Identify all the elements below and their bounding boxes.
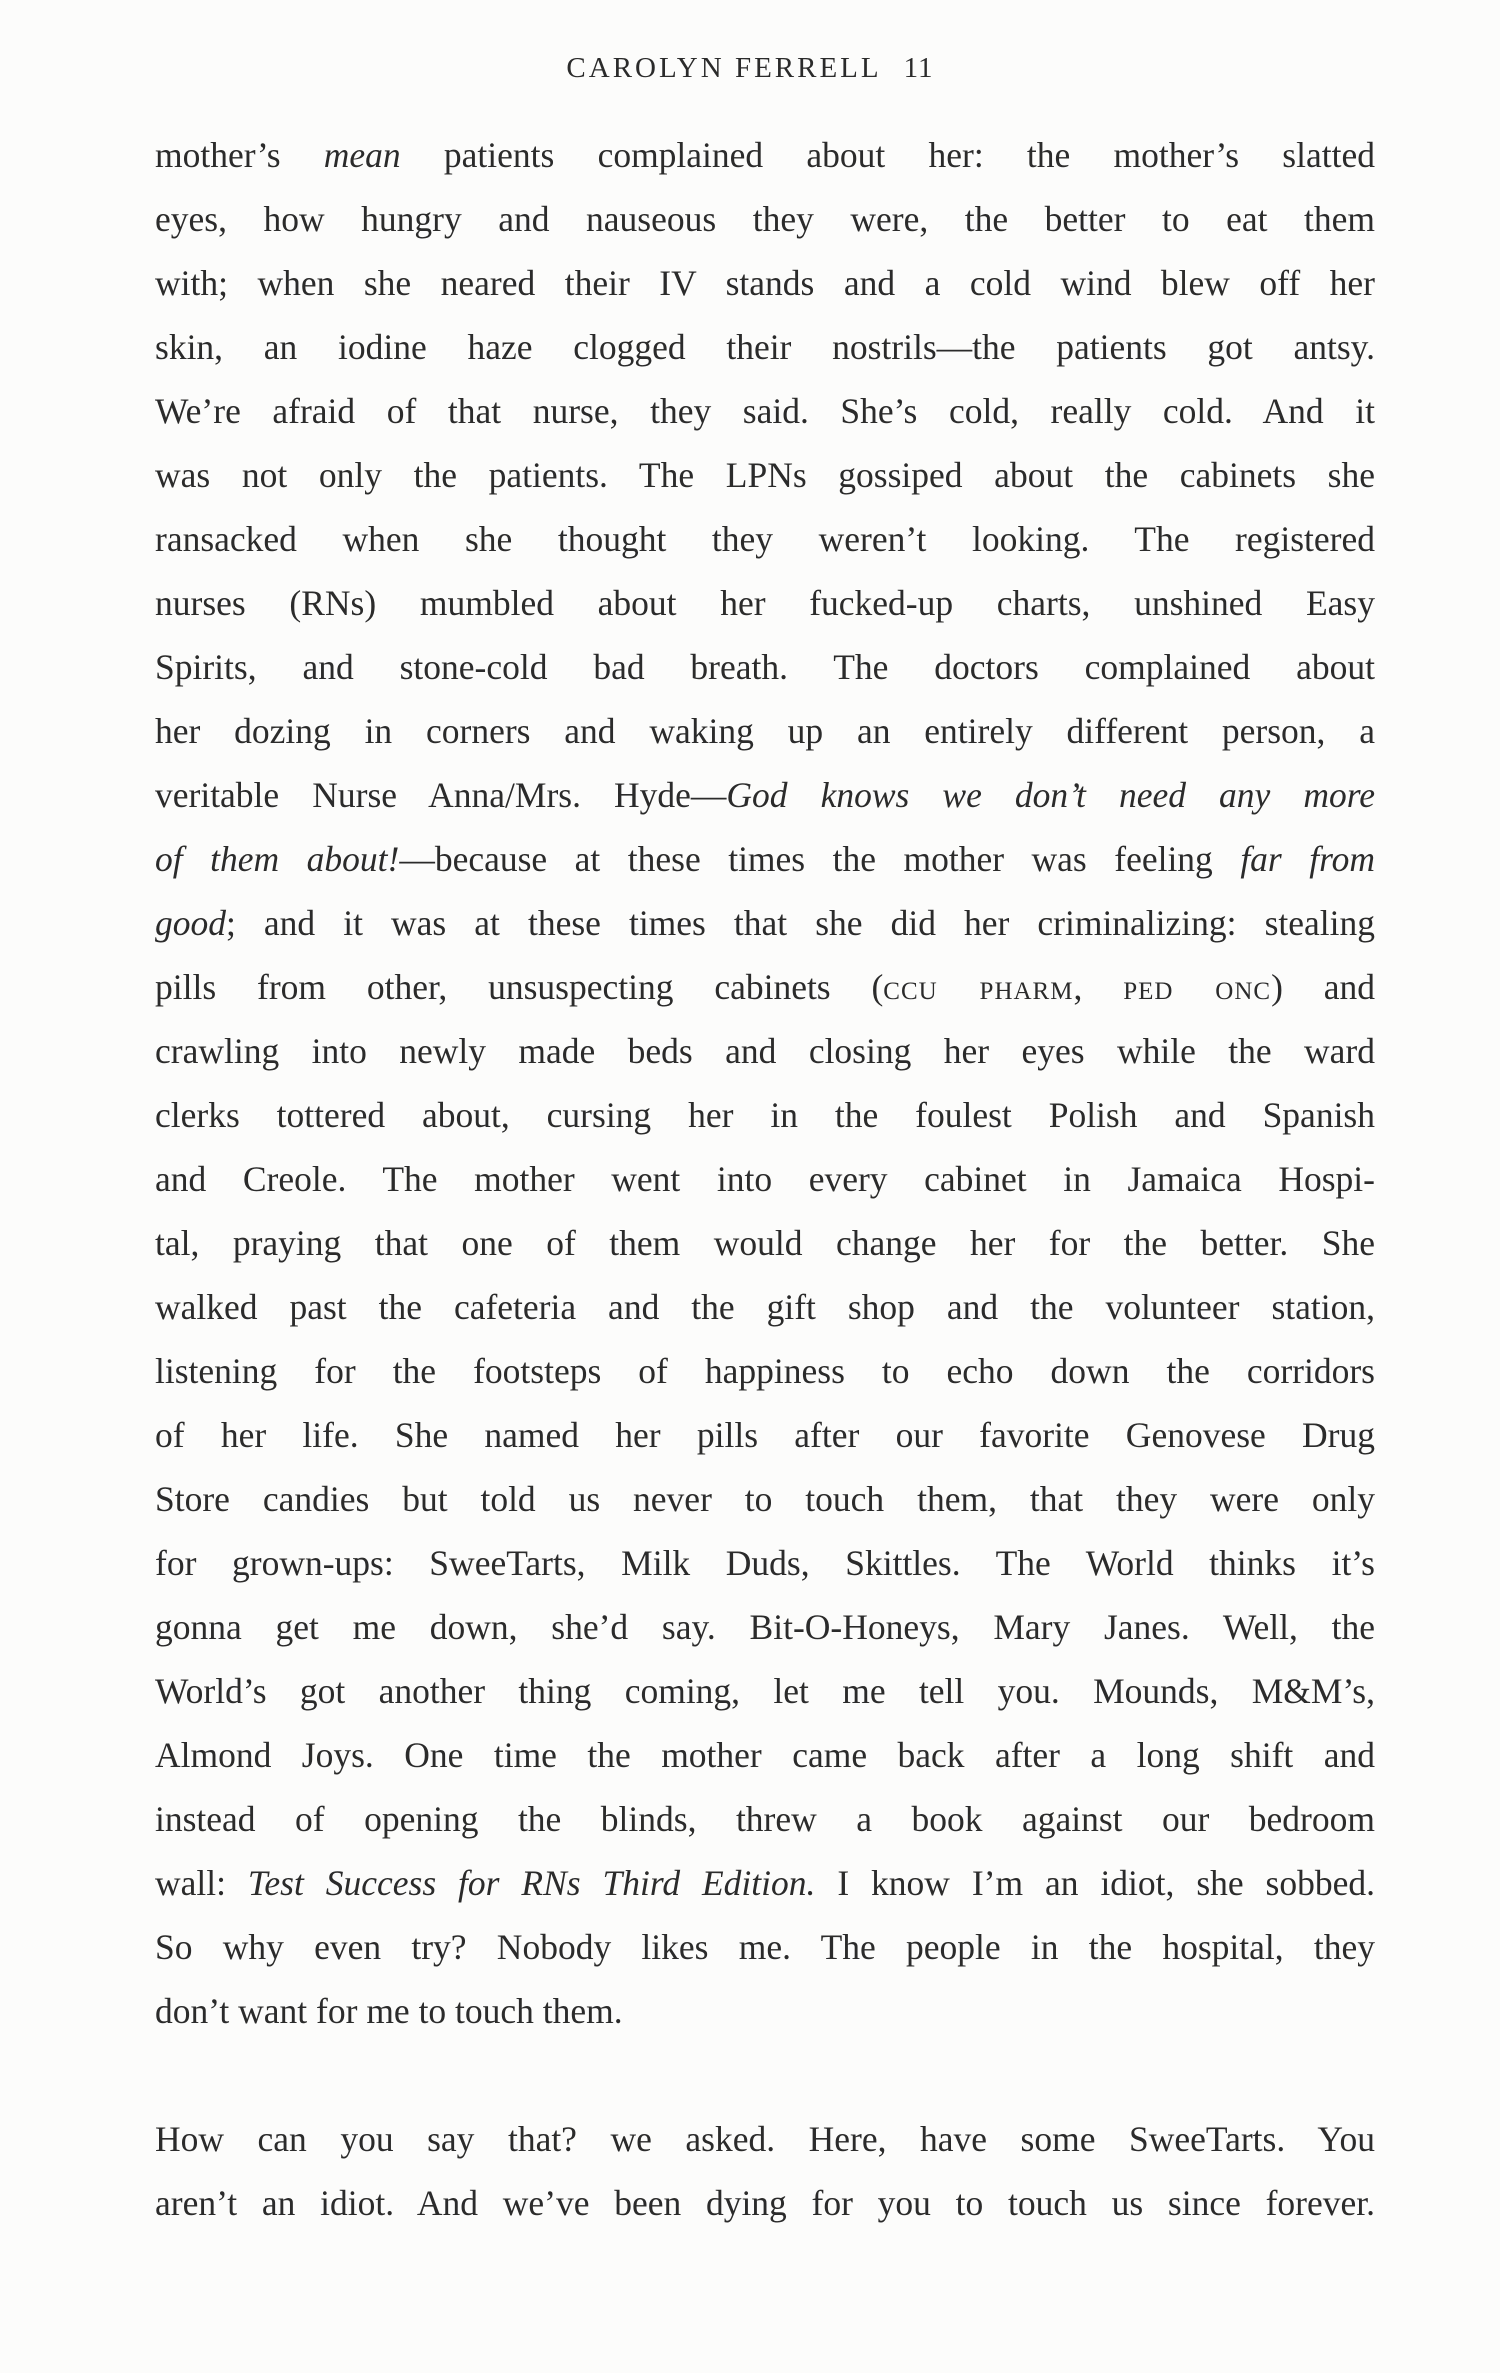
text-segment: skin, an iodine haze clogged their nostrils—the patients got antsy.	[155, 327, 1375, 367]
text-line	[155, 2107, 1375, 2171]
text-segment: of her life. She named her pills after our favorite Genovese Drug	[155, 1415, 1375, 1455]
italic-text: mean	[323, 135, 401, 175]
text-segment: World’s got another thing coming, let me tell you. Mounds, M&M’s,	[155, 1671, 1375, 1711]
text-line	[155, 507, 1375, 571]
italic-text: far from	[1240, 839, 1375, 879]
text-line	[155, 1851, 1375, 1915]
text-segment: Almond Joys. One time the mother came back after a long shift and	[155, 1735, 1375, 1775]
text-line	[155, 2171, 1375, 2235]
text-segment: listening for the footsteps of happiness to echo down the corridors	[155, 1351, 1375, 1391]
text-segment: patients complained about her: the mother’s slatted	[400, 135, 1375, 175]
text-segment: ) and	[1271, 967, 1376, 1007]
text-line	[155, 891, 1375, 955]
text-segment: her dozing in corners and waking up an entirely different person, a	[155, 711, 1375, 751]
text-segment: veritable Nurse Anna/Mrs. Hyde—	[155, 775, 727, 815]
text-segment: mother’s	[155, 135, 324, 175]
text-line	[155, 379, 1375, 443]
text-segment: ; and it was at these times that she did her criminalizing: stealing	[226, 903, 1375, 943]
text-segment: tal, praying that one of them would change her for the better. She	[155, 1223, 1375, 1263]
text-segment: Store candies but told us never to touch them, that they were only	[155, 1479, 1375, 1519]
text-line	[155, 1467, 1375, 1531]
text-line	[155, 1403, 1375, 1467]
text-line	[155, 763, 1375, 827]
text-line	[155, 123, 1375, 187]
text-segment: instead of opening the blinds, threw a book against our bedroom	[155, 1799, 1375, 1839]
text-segment: We’re afraid of that nurse, they said. She’s cold, really cold. And it	[155, 391, 1375, 431]
text-segment: So why even try? Nobody likes me. The people in the hospital, they	[155, 1927, 1375, 1967]
text-segment: nurses (RNs) mumbled about her fucked-up charts, unshined Easy	[155, 583, 1375, 623]
italic-text: good	[155, 903, 226, 943]
text-line	[155, 1211, 1375, 1275]
text-line	[155, 1915, 1375, 1979]
text-segment: Spirits, and stone-cold bad breath. The doctors complained about	[155, 647, 1375, 687]
text-line	[155, 827, 1375, 891]
text-line	[155, 1595, 1375, 1659]
text-segment: aren’t an idiot. And we’ve been dying for you to touch us since forever.	[155, 2183, 1375, 2223]
paragraph	[155, 123, 1375, 2043]
small-caps-text: ped onc	[1123, 967, 1272, 1007]
text-line	[155, 187, 1375, 251]
text-line	[155, 955, 1375, 1019]
text-segment: don’t want for me to touch them.	[155, 1991, 623, 2031]
text-line	[155, 1659, 1375, 1723]
text-line	[155, 1339, 1375, 1403]
text-line	[155, 1531, 1375, 1595]
text-segment: I know I’m an idiot, she sobbed.	[815, 1863, 1375, 1903]
italic-text: Test Success for RNs Third Edition.	[247, 1863, 816, 1903]
paragraph	[155, 2107, 1375, 2235]
page-number: 11	[903, 52, 934, 84]
text-segment: How can you say that? we asked. Here, have some SweeTarts. You	[155, 2119, 1375, 2159]
text-line	[155, 315, 1375, 379]
text-line	[155, 1147, 1375, 1211]
text-segment: eyes, how hungry and nauseous they were, the better to eat them	[155, 199, 1375, 239]
text-segment: crawling into newly made beds and closing her eyes while the ward	[155, 1031, 1375, 1071]
text-line	[155, 1019, 1375, 1083]
text-segment: wall:	[155, 1863, 248, 1903]
text-segment: ransacked when she thought they weren’t looking. The registered	[155, 519, 1375, 559]
running-header	[0, 48, 1500, 88]
text-segment: walked past the cafeteria and the gift shop and the volunteer station,	[155, 1287, 1375, 1327]
text-segment: was not only the patients. The LPNs gossiped about the cabinets she	[155, 455, 1375, 495]
text-line	[155, 635, 1375, 699]
text-line	[155, 1723, 1375, 1787]
text-line	[155, 571, 1375, 635]
text-segment: pills from other, unsuspecting cabinets (	[155, 967, 884, 1007]
small-caps-text: ccu pharm	[883, 967, 1074, 1007]
text-segment: with; when she neared their IV stands and a cold wind blew off her	[155, 263, 1375, 303]
text-segment: ,	[1073, 967, 1124, 1007]
text-segment: gonna get me down, she’d say. Bit-O-Honeys, Mary Janes. Well, the	[155, 1607, 1375, 1647]
text-line	[155, 1275, 1375, 1339]
body-text	[155, 123, 1375, 2235]
text-line	[155, 1787, 1375, 1851]
text-segment: for grown-ups: SweeTarts, Milk Duds, Skittles. The World thinks it’s	[155, 1543, 1375, 1583]
text-line	[155, 1083, 1375, 1147]
header-author: CAROLYN FERRELL	[566, 52, 882, 84]
italic-text: God knows we don’t need any more	[726, 775, 1376, 815]
text-segment: and Creole. The mother went into every cabinet in Jamaica Hospi-	[155, 1159, 1375, 1199]
text-line	[155, 251, 1375, 315]
italic-text: of them about!	[155, 839, 400, 879]
text-segment: clerks tottered about, cursing her in the foulest Polish and Spanish	[155, 1095, 1375, 1135]
text-line	[155, 443, 1375, 507]
text-segment: —because at these times the mother was feeling	[399, 839, 1241, 879]
text-line	[155, 1979, 1375, 2043]
text-line	[155, 699, 1375, 763]
